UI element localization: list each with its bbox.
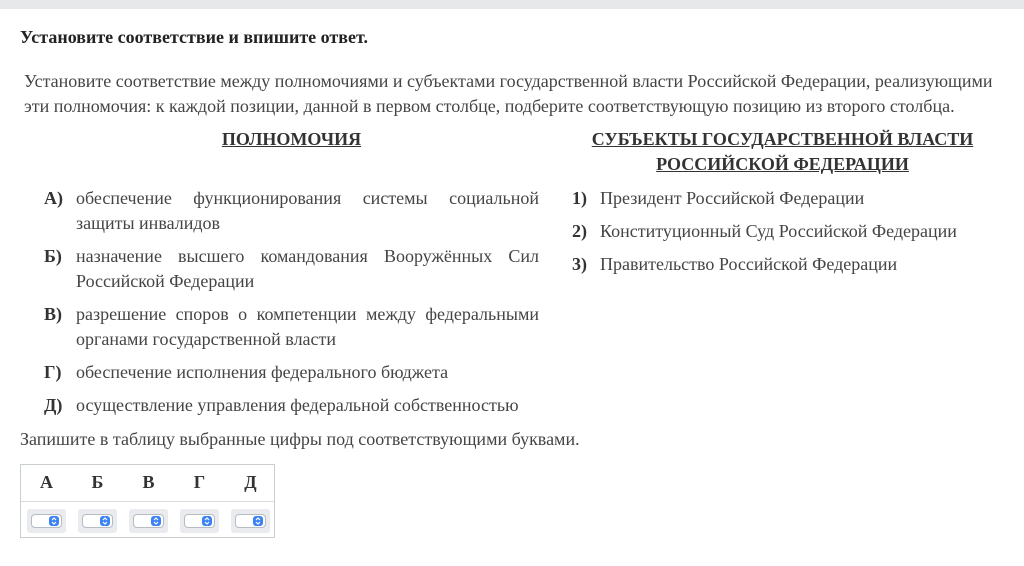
power-letter: А) <box>44 188 63 208</box>
answer-column-b <box>72 465 123 537</box>
select-box[interactable] <box>184 514 215 528</box>
top-bar <box>0 0 1024 9</box>
answer-select-v[interactable] <box>129 509 168 533</box>
answer-column-a <box>21 465 72 537</box>
subjects-column-header: СУБЪЕКТЫ ГОСУДАРСТВЕННОЙ ВЛАСТИ РОССИЙСКОЙ ФЕДЕРАЦИИ <box>591 129 974 174</box>
select-spinner-icon <box>151 516 161 526</box>
power-text: обеспечение исполнения федерального бюджета <box>76 362 449 382</box>
instruction-title: Установите соответствие и впишите ответ. <box>20 27 368 47</box>
answer-column-v <box>123 465 174 537</box>
subject-text: Правительство Российской Федерации <box>600 254 898 274</box>
subject-number: 1) <box>572 188 587 208</box>
power-text: разрешение споров о компетенции между федеральными органами государственной власти <box>76 304 539 349</box>
select-spinner-icon <box>253 516 263 526</box>
power-letter: Б) <box>44 246 62 266</box>
select-box[interactable] <box>133 514 164 528</box>
power-letter: В) <box>44 304 62 324</box>
answer-column-d <box>225 465 276 537</box>
power-text: назначение высшего командования Вооружённых Сил Российской Федерации <box>76 246 539 291</box>
answer-select-g[interactable] <box>180 509 219 533</box>
answer-select-d[interactable] <box>231 509 270 533</box>
select-spinner-icon <box>49 516 59 526</box>
power-text: осуществление управления федеральной собственностью <box>76 395 519 415</box>
select-box[interactable] <box>82 514 113 528</box>
subject-number: 3) <box>572 254 587 274</box>
select-box[interactable] <box>31 514 62 528</box>
answer-select-b[interactable] <box>78 509 117 533</box>
task-description: Установите соответствие между полномочиями и субъектами государственной власти Российской Федерации, реализующими эти полномочия: к каждой позиции, данной в первом столбце, подберите соответствующую позицию из второго столбца. <box>24 71 993 116</box>
subject-number: 2) <box>572 221 587 241</box>
power-letter: Г) <box>44 362 62 382</box>
answer-column-g <box>174 465 225 537</box>
subject-text: Президент Российской Федерации <box>600 188 865 208</box>
power-text: обеспечение функционирования системы социальной защиты инвалидов <box>76 188 539 233</box>
answer-column-letter: Г <box>193 472 206 492</box>
answer-column-letter: Б <box>91 472 104 492</box>
answer-column-letter: Д <box>244 472 257 492</box>
subject-text: Конституционный Суд Российской Федерации <box>600 221 957 241</box>
select-box[interactable] <box>235 514 266 528</box>
answer-instruction: Запишите в таблицу выбранные цифры под соответствующими буквами. <box>20 429 580 449</box>
select-spinner-icon <box>202 516 212 526</box>
answer-table <box>20 464 275 538</box>
powers-column-header: ПОЛНОМОЧИЯ <box>221 129 362 149</box>
select-spinner-icon <box>100 516 110 526</box>
answer-column-letter: В <box>142 472 155 492</box>
answer-select-a[interactable] <box>27 509 66 533</box>
power-letter: Д) <box>44 395 63 415</box>
answer-column-letter: А <box>40 472 53 492</box>
